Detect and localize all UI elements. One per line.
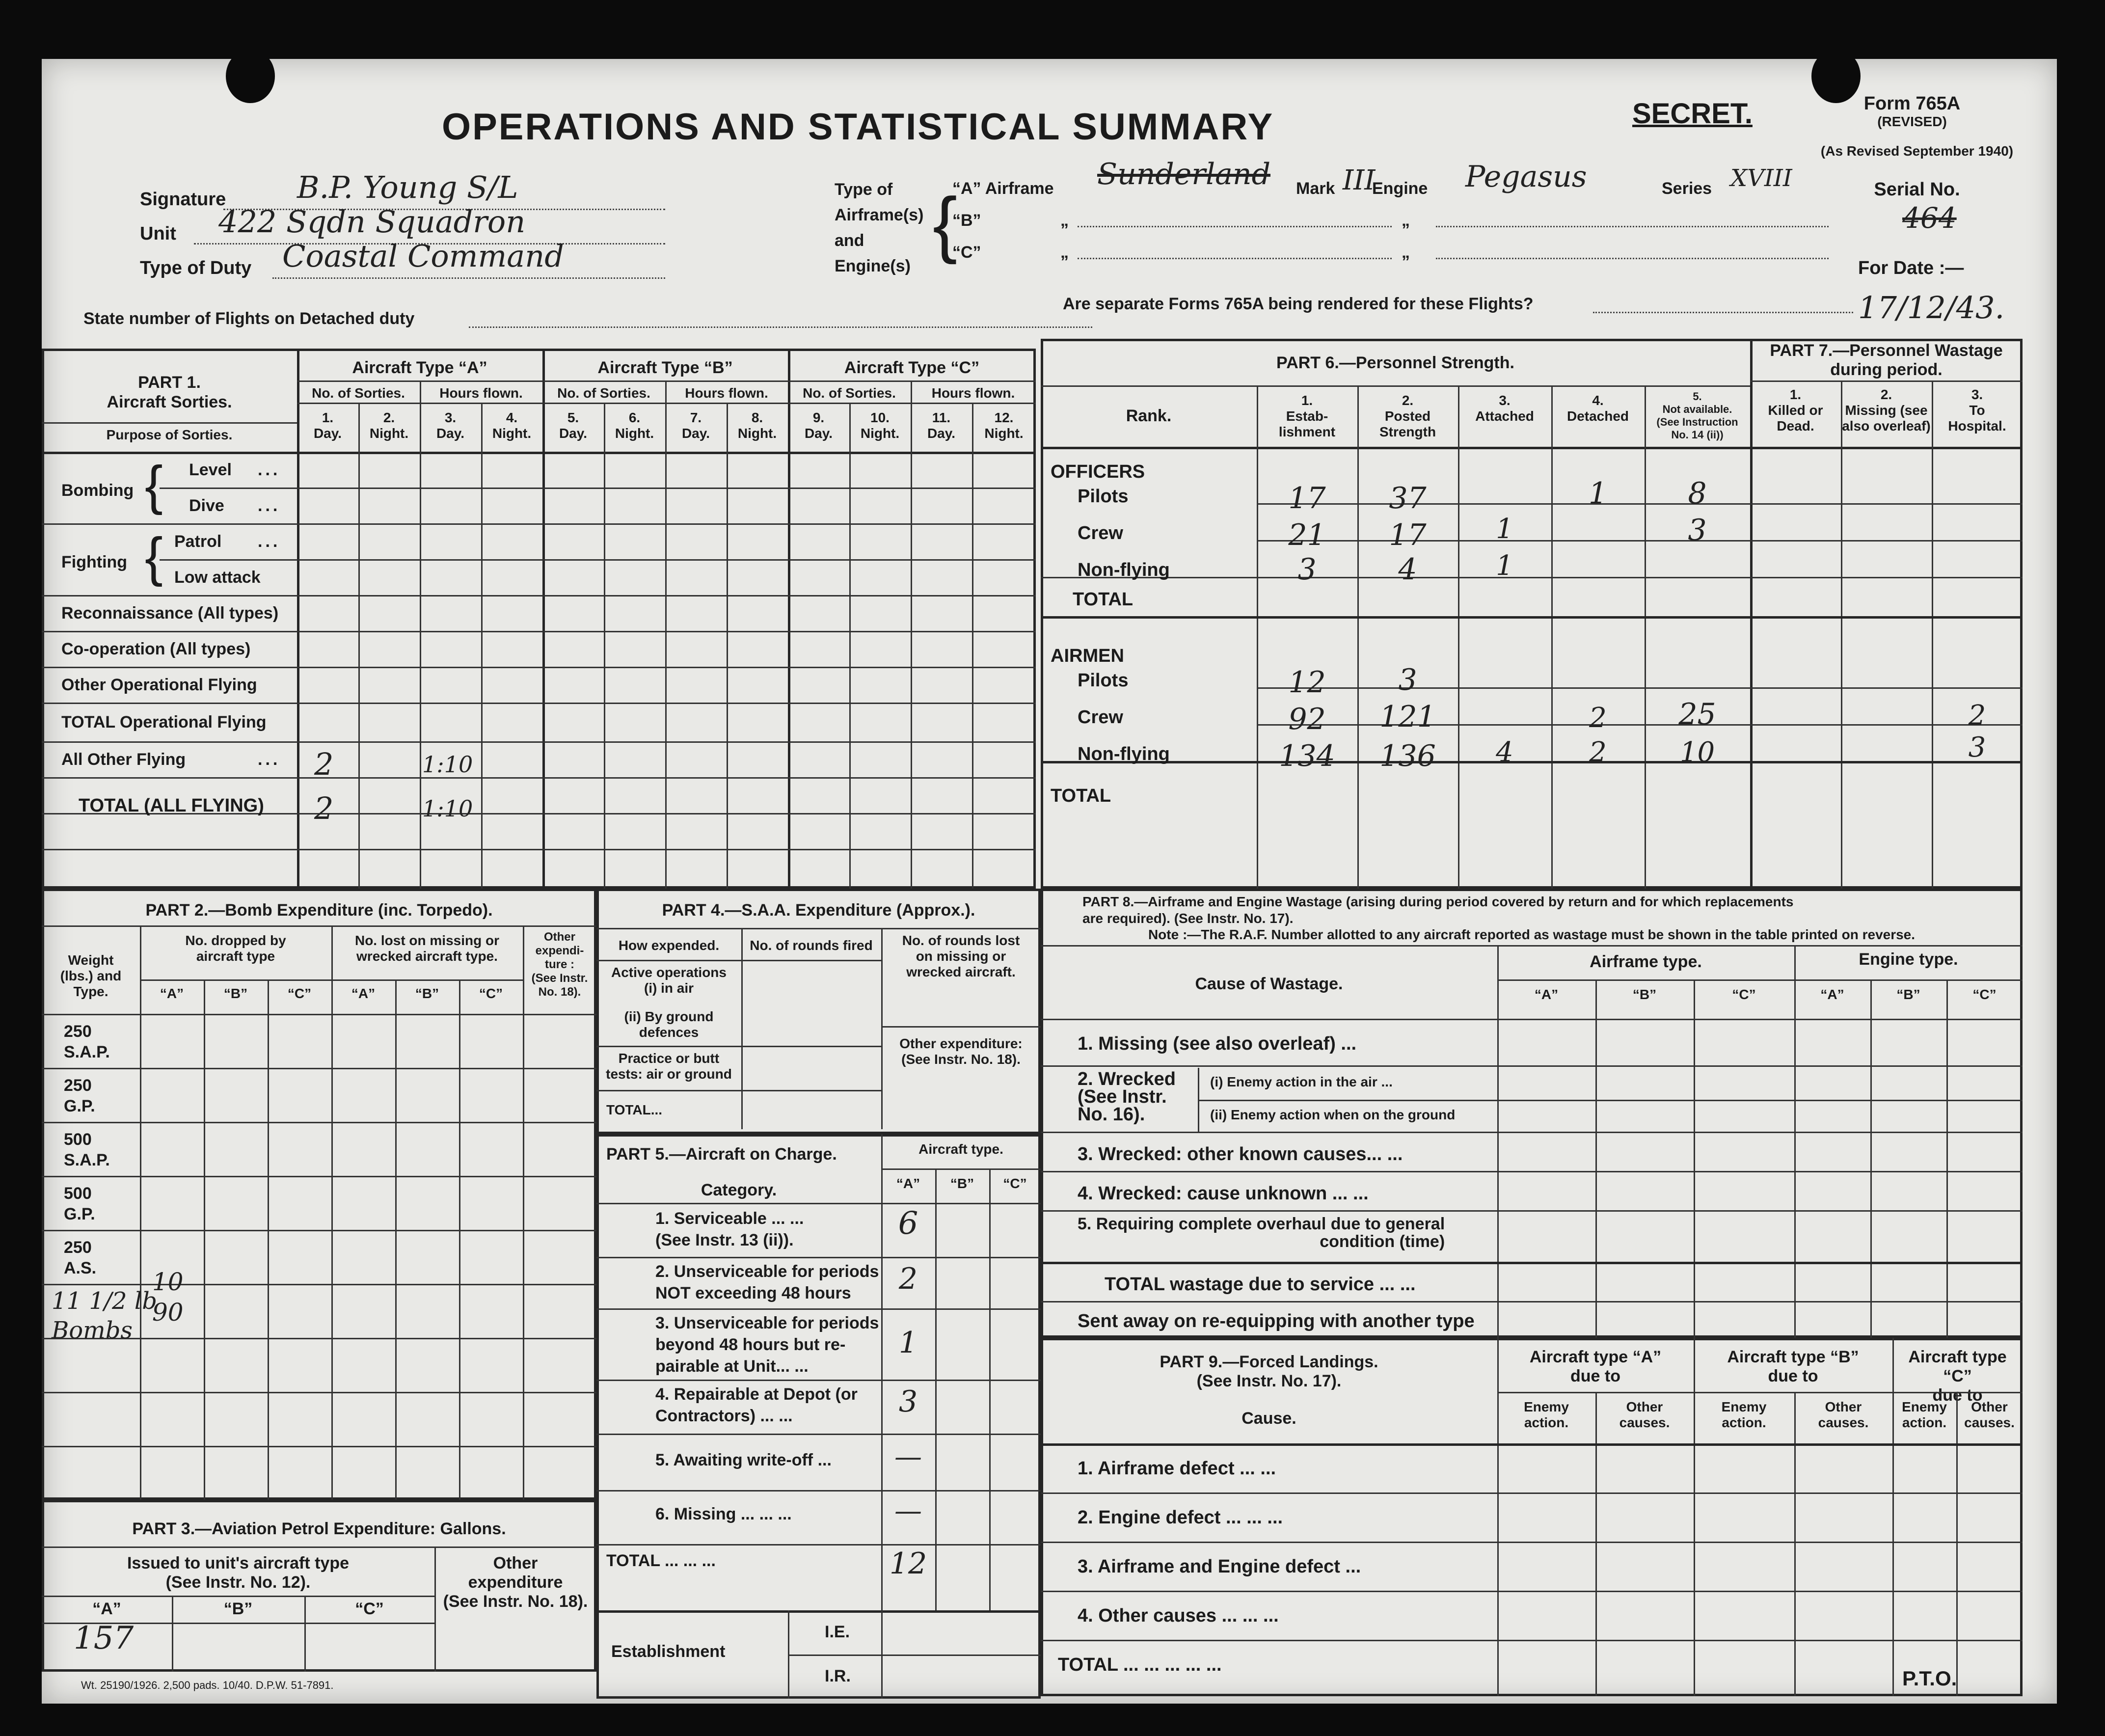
cause-wastage-label: Cause of Wastage. [1195, 975, 1343, 993]
serial-value: 464 [1902, 201, 1957, 235]
how-expended-label: How expended. [618, 938, 720, 953]
col-header: 4. Detached [1566, 393, 1629, 424]
active-ops-label: Active operations (i) in air [611, 965, 727, 996]
level-label: Level [189, 461, 232, 479]
practice-label: Practice or butt tests: air or ground [606, 1051, 732, 1082]
col-header: 1. Estab- lishment [1278, 393, 1336, 439]
abc-header: “B” [950, 1176, 974, 1191]
part8-note: Note :—The R.A.F. Number allotted to any aircraft reported as wastage must be shown in the table printed on reverse. [1148, 927, 1916, 942]
part1-subtitle: Aircraft Sorties. [107, 393, 232, 411]
pto-label: P.T.O. [1902, 1667, 1957, 1690]
officer-pilots-detached: 1 [1588, 476, 1608, 511]
no-sorties-label: No. of Sorties. [803, 385, 896, 401]
mark-value: III [1343, 164, 1376, 196]
airframe-value: Sunderland [1097, 157, 1270, 191]
forced-row-label: TOTAL ... ... ... ... ... [1058, 1655, 1222, 1675]
col-header: 12. Night. [984, 410, 1024, 441]
airmen-row-label: Pilots [1078, 670, 1129, 691]
unserviceable-48-value: 2 [898, 1262, 918, 1296]
col-header: 11. Day. [927, 410, 956, 441]
abc-header: “B” [1632, 987, 1657, 1002]
airmen-pilots-estab: 12 [1288, 665, 1326, 700]
airmen-nonflying-hospital: 3 [1968, 732, 1986, 763]
no-sorties-label: No. of Sorties. [557, 385, 650, 401]
charge-row-label: 6. Missing ... ... ... [655, 1505, 792, 1523]
low-attack-label: Low attack [174, 568, 261, 587]
weight-label: Weight (lbs.) and Type. [60, 952, 122, 999]
abc-header: “C” [1972, 987, 1997, 1002]
abc-header: “C” [1732, 987, 1756, 1002]
form-title: OPERATIONS AND STATISTICAL SUMMARY [442, 106, 1274, 148]
col-header: 6. Night. [615, 410, 654, 441]
part2-title: PART 2.—Bomb Expenditure (inc. Torpedo). [145, 901, 493, 920]
col-header: 5. Day. [559, 410, 588, 441]
total-wastage-label: TOTAL wastage due to service ... ... [1105, 1274, 1416, 1295]
hand-bomb-value: 10 90 [152, 1268, 184, 1327]
bombing-label: Bombing [61, 481, 134, 500]
total-hours: 1:10 [422, 795, 473, 822]
airmen-nonflying-na: 10 [1679, 736, 1715, 768]
officers-total-label: TOTAL [1073, 589, 1133, 610]
officer-row-label: Non-flying [1078, 560, 1170, 580]
abc-header: “B” [223, 1600, 253, 1618]
col-header: 3. To Hospital. [1948, 387, 2006, 434]
abc-header: “A” [351, 986, 376, 1001]
series-value: XVIII [1730, 164, 1792, 192]
col-header: 2. Missing (see also overleaf) [1842, 387, 1931, 434]
abc-header: “A” [160, 986, 184, 1001]
all-other-sorties: 2 [314, 746, 334, 782]
row-label: Co-operation (All types) [61, 640, 251, 658]
forced-type-b: Aircraft type “B” due to [1727, 1348, 1859, 1385]
row-a-label: “A” Airframe [952, 179, 1054, 198]
officer-crew-estab: 21 [1288, 518, 1326, 552]
hours-flown-label: Hours flown. [439, 385, 523, 401]
airmen-crew-estab: 92 [1288, 702, 1326, 736]
airmen-pilots-posted: 3 [1398, 663, 1417, 697]
charge-row-label: 5. Awaiting write-off ... [655, 1451, 832, 1469]
officer-pilots-na: 8 [1688, 476, 1707, 511]
dive-label: Dive [189, 496, 224, 515]
row-label: All Other Flying [61, 750, 186, 769]
other-expenditure-label: Other expenditure: (See Instr. No. 18). [899, 1036, 1023, 1067]
dropped-label: No. dropped by aircraft type [185, 933, 286, 964]
airmen-nonflying-detached: 2 [1589, 736, 1607, 768]
other-expend-label: Other expendi- ture : (See Instr. No. 18). [531, 930, 588, 999]
form-number: Form 765A [1863, 93, 1961, 114]
awaiting-writeoff-value: — [894, 1441, 922, 1473]
ditto-mark: „ [1060, 243, 1069, 262]
mark-label: Mark [1296, 179, 1335, 198]
weight-row: 500 S.A.P. [64, 1130, 110, 1169]
form-revision: (As Revised September 1940) [1820, 143, 2014, 159]
part1-title: PART 1. [138, 373, 201, 392]
engine-value: Pegasus [1465, 160, 1587, 194]
charge-row-label: 4. Repairable at Depot (or Contractors) ... ... [655, 1385, 858, 1425]
charge-row-label: TOTAL ... ... ... [606, 1551, 716, 1570]
enemy-action-header: Enemy action. [1524, 1399, 1569, 1430]
col-header: 10. Night. [860, 410, 900, 441]
abc-header: “A” [1820, 987, 1844, 1002]
part3-title: PART 3.—Aviation Petrol Expenditure: Gallons. [132, 1519, 506, 1538]
aircraft-type-b: Aircraft Type “B” [597, 358, 733, 377]
total-charge-value: 12 [889, 1546, 927, 1581]
row-label: Other Operational Flying [61, 676, 257, 694]
row-label: TOTAL (ALL FLYING) [79, 795, 264, 816]
abc-header: “A” [92, 1600, 121, 1618]
airmen-crew-detached: 2 [1589, 702, 1607, 734]
engine-label: Engine [1372, 179, 1428, 198]
ditto-mark: „ [1402, 243, 1410, 262]
weight-row: 250 A.S. [64, 1238, 97, 1277]
col-header: 4. Night. [492, 410, 532, 441]
charge-row-label: 3. Unserviceable for periods beyond 48 hours but re- pairable at Unit... ... [655, 1314, 879, 1376]
no-sorties-label: No. of Sorties. [312, 385, 405, 401]
hours-flown-label: Hours flown. [931, 385, 1015, 401]
airmen-nonflying-estab: 134 [1279, 739, 1335, 773]
punch-hole [226, 49, 275, 103]
type-of-label: Type of Airframe(s) and Engine(s) [835, 180, 924, 275]
abc-header: “C” [1003, 1176, 1027, 1191]
charge-row-label: 1. Serviceable ... ... (See Instr. 13 (ii)). [655, 1209, 804, 1249]
col-header: 1. Day. [313, 410, 342, 441]
secret-stamp: SECRET. [1632, 98, 1753, 130]
part5-title: PART 5.—Aircraft on Charge. [606, 1145, 837, 1164]
airmen-crew-posted: 121 [1379, 700, 1436, 734]
officer-nonflying-estab: 3 [1297, 552, 1317, 587]
weight-row: 250 S.A.P. [64, 1022, 110, 1061]
for-date-value: 17/12/43. [1858, 290, 2005, 326]
officer-crew-na: 3 [1688, 513, 1707, 547]
col-header: 2. Posted Strength [1379, 393, 1436, 439]
rank-label: Rank. [1126, 407, 1172, 425]
aircraft-type-c: Aircraft Type “C” [844, 358, 980, 377]
repairable-depot-value: 3 [898, 1384, 918, 1419]
wastage-wrecked-label: 2. Wrecked (See Instr. No. 16). [1078, 1069, 1176, 1125]
part8-title: PART 8.—Airframe and Engine Wastage (arising during period covered by return and for which replacements are required). (See Instr. No. 17). [1082, 894, 1794, 926]
enemy-action-header: Enemy action. [1902, 1399, 1947, 1430]
series-label: Series [1662, 179, 1712, 198]
officer-nonflying-posted: 4 [1398, 552, 1417, 587]
abc-header: “B” [1896, 987, 1920, 1002]
charge-row-label: 2. Unserviceable for periods NOT exceeding 48 hours [655, 1262, 879, 1302]
weight-row: 250 G.P. [64, 1076, 95, 1115]
officer-crew-attached: 1 [1496, 513, 1513, 545]
other-causes-header: Other causes. [1818, 1399, 1869, 1430]
airmen-row-label: Non-flying [1078, 744, 1170, 764]
form-sheet: OPERATIONS AND STATISTICAL SUMMARY SECRET. Form 765A (REVISED) (As Revised September 1940) Serial No. 464 For Date :— 17/12/43. Signature B.P. Young S/L Unit 422 Sqdn Squadron Type of Duty Coastal Command State number of Flights on Detached duty Type of Airframe(s) and Engine(s) { “A” Airframe Sunderland Mark III Engine Pegasus Series XVIII “B” „ „ “C” „ „ Are separate Forms 765A being rendered for these Flights? PART 1. Aircraft Sorties. Purpose of Sorties. Aircraft Type “A” Aircraft Type “B” Aircraft Type “C” No. of Sorties. Hours flown. No. of Sorties. Hours flown. No. of Sorties. Hours flown. 1. Day. 2. Night. 3. Day. 4. Night. 5. Day. 6. Night. 7. Day. 8. Night. 9. Day. 10. Night. 11. Day. 12. Night. Bombing { Level ... Dive ... Fighting { Patrol ... Low attack Reconnaissance (All types) Co-operation (All types) Other Operational Flying TOTAL Operational Flying All Other Flying ... TOTAL (ALL FLYING) 2 1:10 2 1:10 PART 6.—Personnel Strength. PART 7.—Personnel Wastage during period. Rank. 1. Estab- lishment 2. Posted Strength 3. Attached 4. Detached 5. Not available. (See Instruction No. 14 (ii)) 1. Killed or Dead. 2. Missing (see also overleaf) 3. To Hospital. OFFICERS Pilots Crew Non-flying TOTAL AIRMEN Pilots Crew Non-flying TOTAL 17 37 1 8 21 17 1 3 3 4 1 12 3 92 121 2 25 134 136 4 2 10 2 3 PART 2.—Bomb Expenditure (inc. Torpedo). Weight (lbs.) and Type. No. dropped by aircraft type No. lost on missing or wrecked aircraft type. Other expendi- ture : (See Instr. No. 18). “A” “B” “C” “A” “B” “C” 250 S.A.P. 250 G.P. 500 S.A.P. 500 G.P. 250 A.S. 11 1/2 lb Bombs 10 90 PART 3.—Aviation Petrol Expenditure: Gallons. Issued to unit's aircraft type (See Instr. No. 12). Other expenditure (See Instr. No. 18). “A” “B” “C” 157 PART 4.—S.A.A. Expenditure (Approx.). How expended. No. of rounds fired No. of rounds lost on missing or wrecked aircraft. Active operations (i) in air (ii) By ground defences Practice or butt tests: air or ground TOTAL... Other expenditure: (See Instr. No. 18). PART 5.—Aircraft on Charge. Aircraft type. Category. “A” “B” “C” 1. Serviceable ... ... (See Instr. 13 (ii)). 2. Unserviceable for periods NOT exceeding 48 hours 3. Unserviceable for periods beyond 48 hours but re- pairable at Unit... ... 4. Repairable at Depot (or Contractors) ... ... 5. Awaiting write-off ... 6. Missing ... ... ... TOTAL ... ... ... 6 2 1 3 — — 12 Establishment I.E. I.R. PART 8.—Airframe and Engine Wastage (arising during period covered by return and for which replacements are required). (See Instr. No. 17). Note :—The R.A.F. Number allotted to any aircraft reported as wastage must be shown in the table printed on reverse. Cause of Wastage. Airframe type. Engine type. “A” “B” “C” “A” “B” “C” 1. Missing (see also overleaf) ... 2. Wrecked (See Instr. No. 16). (i) Enemy action in the air ... (ii) Enemy action when on the ground 3. Wrecked: other known causes... ... 4. Wrecked: cause unknown ... ... 5. Requiring complete overhaul due to general condition (time) TOTAL wastage due to service ... ... Sent away on re-equipping with another type PART 9.—Forced Landings. (See Instr. No. 17). Cause. Aircraft type “A” due to Aircraft type “B” due to Aircraft type “C” due to Enemy action. Other causes. Enemy action. Other causes. Enemy action. Other causes. 1. Airframe defect ... ... 2. Engine defect ... ... ... 3. Airframe and Engine defect ... 4. Other causes ... ... ... TOTAL ... ... ... ... ... Wt. 25190/1926. 2,500 pads. 10/40. D.P.W. 51-7891. P.T.O. [42, 59, 2057, 1704]
aircraft-type-label: Aircraft type. [918, 1141, 1003, 1157]
airmen-crew-hospital: 2 [1968, 700, 1986, 732]
hand-bomb-type: 11 1/2 lb Bombs [52, 1287, 157, 1344]
wastage-missing-label: 1. Missing (see also overleaf) ... [1078, 1033, 1357, 1054]
print-imprint: Wt. 25190/1926. 2,500 pads. 10/40. D.P.W. 51-7891. [81, 1679, 334, 1691]
col-header: 1. Killed or Dead. [1768, 387, 1823, 434]
establishment-label: Establishment [611, 1642, 726, 1661]
airmen-label: AIRMEN [1051, 646, 1124, 666]
petrol-a-value: 157 [74, 1620, 134, 1656]
ir-label: I.R. [825, 1667, 851, 1685]
airmen-crew-na: 25 [1678, 697, 1716, 732]
rounds-lost-label: No. of rounds lost on missing or wrecked aircraft. [902, 933, 1020, 979]
col-header: 2. Night. [369, 410, 409, 441]
forced-row-label: 3. Airframe and Engine defect ... [1078, 1556, 1361, 1577]
part7-title: PART 7.—Personnel Wastage during period. [1770, 341, 2003, 379]
rounds-fired-label: No. of rounds fired [750, 938, 873, 953]
forced-row-label: 4. Other causes ... ... ... [1078, 1605, 1279, 1626]
abc-header: “C” [479, 986, 503, 1001]
issued-label: Issued to unit's aircraft type (See Instr. No. 12). [127, 1554, 350, 1592]
part6-title: PART 6.—Personnel Strength. [1276, 353, 1514, 372]
lost-label: No. lost on missing or wrecked aircraft type. [354, 933, 499, 964]
aircraft-type-a: Aircraft Type “A” [352, 358, 487, 377]
unit-value: 422 Sqdn Squadron [218, 204, 526, 240]
overhaul-label: 5. Requiring complete overhaul due to general condition (time) [1078, 1215, 1445, 1251]
abc-header: “C” [287, 986, 312, 1001]
abc-header: “B” [415, 986, 439, 1001]
abc-header: “A” [896, 1176, 920, 1191]
airmen-total-label: TOTAL [1051, 786, 1111, 806]
missing-value: — [894, 1495, 922, 1527]
ground-defences-label: (ii) By ground defences [624, 1009, 714, 1040]
separate-forms-label: Are separate Forms 765A being rendered for these Flights? [1063, 295, 1534, 313]
enemy-ground-label: (ii) Enemy action when on the ground [1210, 1107, 1456, 1122]
part9-title: PART 9.—Forced Landings. (See Instr. No. 17). [1160, 1353, 1378, 1390]
col-header: 9. Day. [804, 410, 833, 441]
fighting-label: Fighting [61, 553, 128, 571]
abc-header: “A” [1534, 987, 1559, 1002]
serial-label: Serial No. [1874, 179, 1960, 200]
cause-label: Cause. [1241, 1409, 1296, 1428]
enemy-air-label: (i) Enemy action in the air ... [1210, 1074, 1393, 1089]
ie-label: I.E. [825, 1623, 850, 1641]
detached-label: State number of Flights on Detached duty [83, 309, 415, 328]
other-causes-header: Other causes. [1964, 1399, 2015, 1430]
cause-unknown-label: 4. Wrecked: cause unknown ... ... [1078, 1183, 1369, 1204]
abc-header: “C” [355, 1600, 384, 1618]
col-header: 3. Day. [436, 410, 465, 441]
signature-value: B.P. Young S/L [297, 169, 518, 205]
signature-label: Signature [140, 189, 226, 210]
part4-title: PART 4.—S.A.A. Expenditure (Approx.). [662, 901, 975, 920]
officer-pilots-estab: 17 [1288, 481, 1326, 515]
airmen-nonflying-attached: 4 [1496, 736, 1513, 768]
row-c-label: “C” [952, 243, 981, 262]
airmen-row-label: Crew [1078, 707, 1123, 728]
officer-row-label: Crew [1078, 523, 1123, 543]
other-causes-header: Other causes. [1619, 1399, 1670, 1430]
col-header: 5. Not available. (See Instruction No. 14 (ii)) [1656, 390, 1738, 441]
forced-type-a: Aircraft type “A” due to [1529, 1348, 1662, 1385]
hours-flown-label: Hours flown. [685, 385, 768, 401]
weight-row: 500 G.P. [64, 1184, 95, 1223]
airframe-type-label: Airframe type. [1590, 952, 1702, 971]
purpose-label: Purpose of Sorties. [106, 427, 233, 442]
airmen-nonflying-posted: 136 [1379, 739, 1436, 773]
col-header: 7. Day. [681, 410, 710, 441]
ditto-mark: „ [1060, 211, 1069, 230]
duty-label: Type of Duty [140, 258, 252, 278]
forced-row-label: 2. Engine defect ... ... ... [1078, 1507, 1283, 1528]
category-label: Category. [701, 1181, 777, 1199]
for-date-label: For Date :— [1858, 258, 1964, 278]
officer-nonflying-attached: 1 [1496, 550, 1513, 582]
row-label: TOTAL Operational Flying [61, 713, 267, 732]
officer-crew-posted: 17 [1389, 518, 1427, 552]
other-expend-label: Other expenditure (See Instr. No. 18). [443, 1554, 588, 1611]
duty-value: Coastal Command [282, 238, 564, 274]
total-label: TOTAL... [606, 1102, 663, 1117]
total-sorties: 2 [314, 790, 334, 826]
abc-header: “B” [223, 986, 248, 1001]
forced-type-c: Aircraft type “C” due to [1908, 1348, 2007, 1405]
row-b-label: “B” [952, 211, 981, 230]
patrol-label: Patrol [174, 532, 222, 551]
col-header: 8. Night. [737, 410, 777, 441]
other-known-label: 3. Wrecked: other known causes... ... [1078, 1144, 1403, 1165]
all-other-hours: 1:10 [422, 751, 473, 778]
enemy-action-header: Enemy action. [1721, 1399, 1767, 1430]
serviceable-value: 6 [898, 1205, 918, 1242]
row-label: Reconnaissance (All types) [61, 604, 279, 623]
unit-label: Unit [140, 223, 176, 244]
engine-type-label: Engine type. [1859, 950, 1958, 969]
forced-row-label: 1. Airframe defect ... ... [1078, 1458, 1276, 1479]
officer-row-label: Pilots [1078, 486, 1129, 507]
officers-label: OFFICERS [1051, 461, 1145, 482]
col-header: 3. Attached [1475, 393, 1534, 424]
unserviceable-beyond-value: 1 [898, 1326, 918, 1360]
ditto-mark: „ [1402, 211, 1410, 230]
officer-pilots-posted: 37 [1389, 481, 1427, 515]
form-revised: (REVISED) [1877, 114, 1947, 129]
sent-away-label: Sent away on re-equipping with another type [1078, 1311, 1475, 1331]
